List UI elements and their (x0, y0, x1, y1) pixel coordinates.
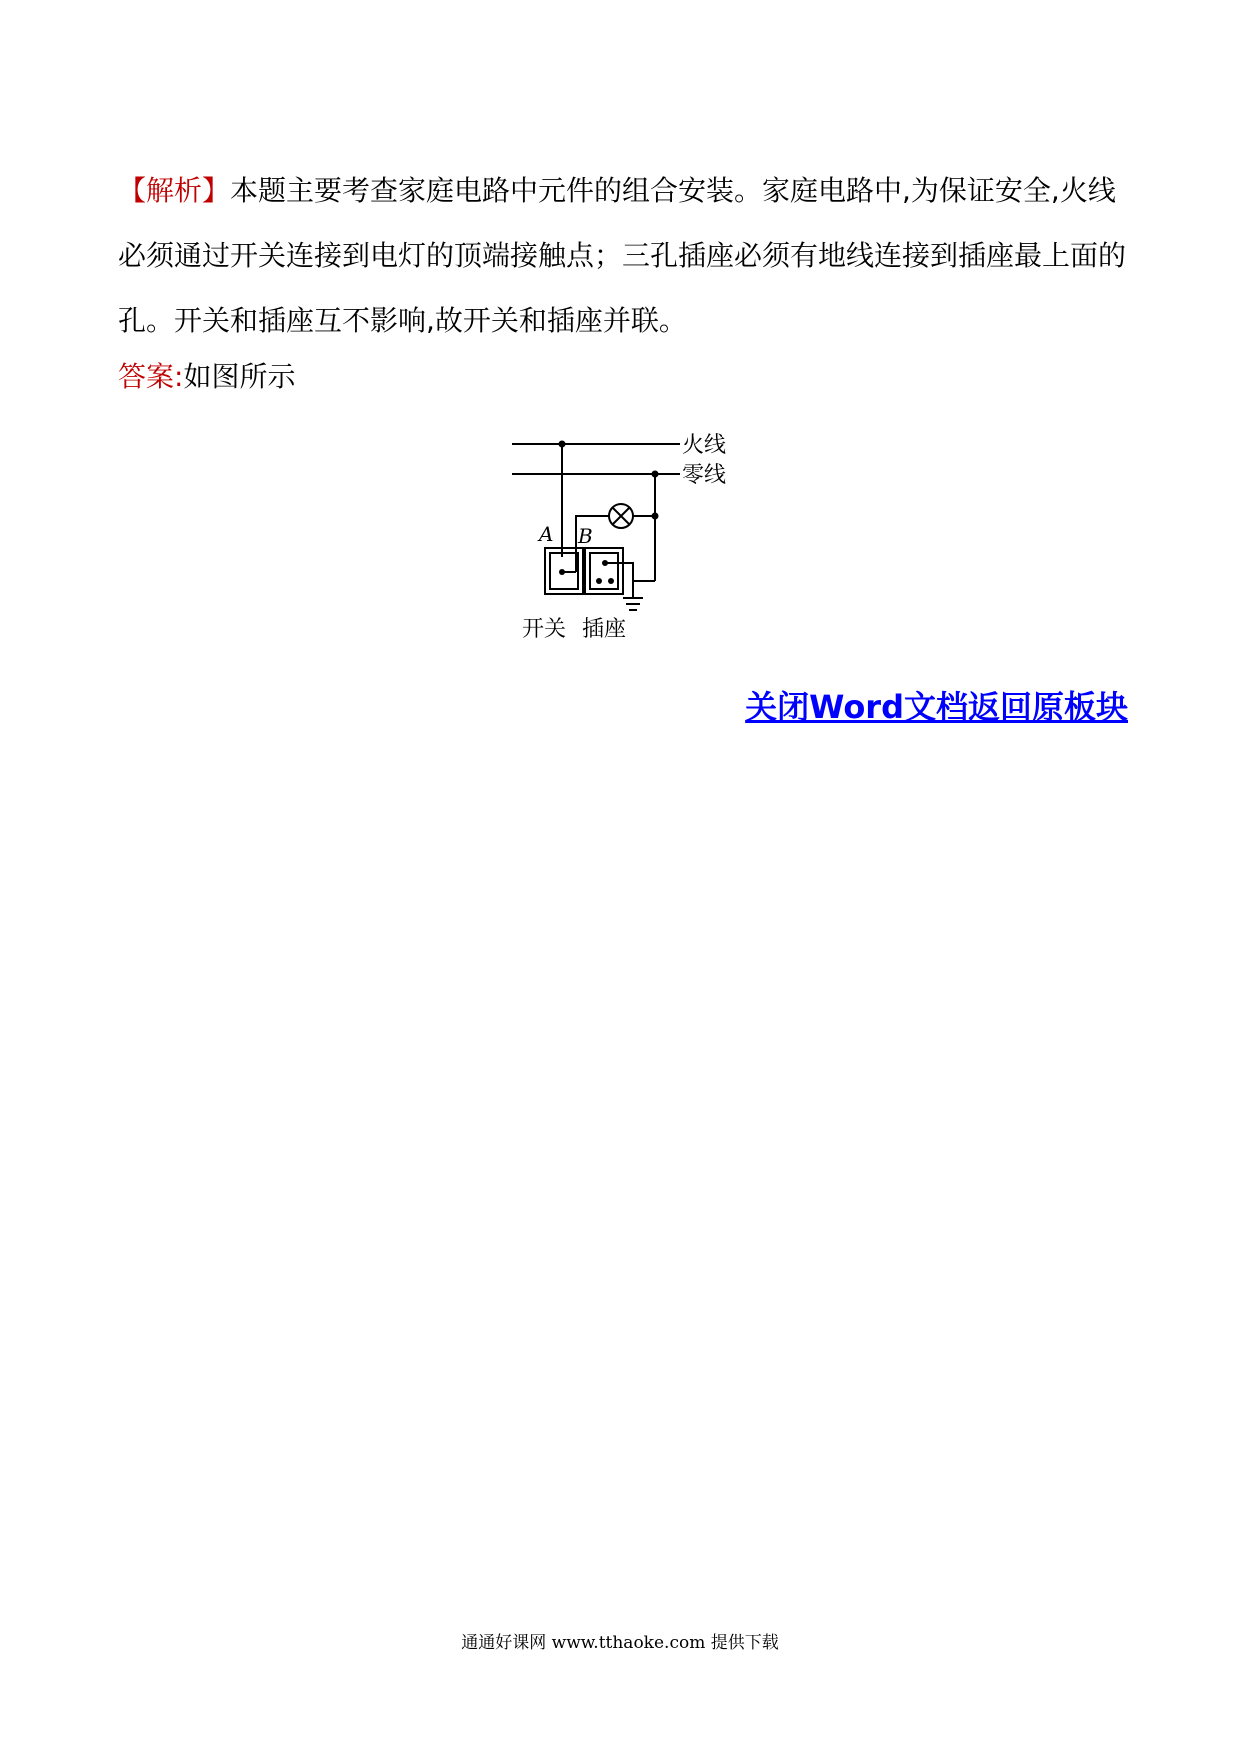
switch-label: 开关 (522, 617, 567, 642)
circuit-diagram-svg (512, 426, 752, 652)
socket-hole-top (602, 560, 608, 566)
footer-text: 通通好课网 www.tthaoke.com 提供下载 (461, 1633, 779, 1653)
label-b: B (578, 524, 593, 548)
switch-contact-dot (559, 569, 565, 575)
lamp-junction-dot (652, 513, 659, 520)
label-a: A (539, 522, 554, 546)
socket-hole-left (596, 578, 602, 584)
answer-text: 如图所示 (183, 360, 296, 393)
analysis-label: 【解析】 (118, 174, 231, 207)
socket-hole-right (608, 578, 614, 584)
neutral-wire-label: 零线 (682, 463, 727, 488)
analysis-text: 本题主要考查家庭电路中元件的组合安装。家庭电路中,为保证安全,火线必须通过开关连接到电灯的顶端接触点；三孔插座必须有地线连接到插座最上面的孔。开关和插座互不影响,故开关和插座并联。 (118, 174, 1127, 337)
circuit-diagram (512, 426, 752, 652)
answer-line (118, 352, 295, 402)
socket-label: 插座 (582, 617, 627, 642)
live-wire-label: 火线 (682, 433, 727, 458)
answer-label: 答案: (118, 360, 184, 393)
close-word-link[interactable]: 关闭Word文档返回原板块 (745, 688, 1128, 726)
neutral-junction-dot (652, 471, 659, 478)
live-junction-dot (559, 441, 566, 448)
socket-inner-box (590, 553, 618, 589)
analysis-paragraph (118, 158, 1128, 353)
